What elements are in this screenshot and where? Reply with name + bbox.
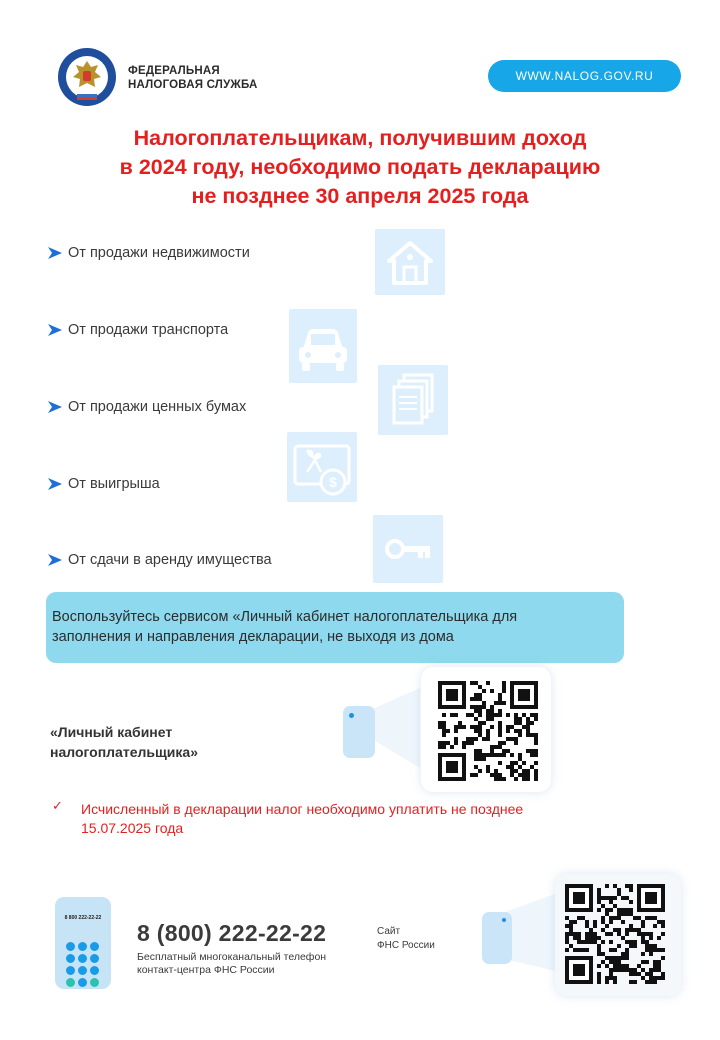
lk-label-line1: «Личный кабинет [50,724,173,740]
org-name-line2: НАЛОГОВАЯ СЛУЖБА [128,79,258,91]
lk-label-line2: налогоплательщика» [50,744,198,760]
qr-code-icon [555,874,681,996]
phone-screen-number: 8 800 222-22-22 [64,915,102,921]
org-name [128,64,258,92]
site-link-button[interactable]: WWW.NALOG.GOV.RU [488,60,681,92]
banner-line1: Воспользуйтесь сервисом «Личный кабинет налогоплательщика для [52,609,518,625]
qr-code-fns-site[interactable] [555,874,681,996]
smartphone-icon [343,706,375,758]
arrow-bullet-icon [48,247,62,259]
key-icon [373,515,443,583]
service-banner [46,592,624,663]
org-name-line1: ФЕДЕРАЛЬНАЯ [128,65,220,77]
list-item-label: От продажи транспорта [68,322,229,338]
site-label-line2: ФНС России [377,940,435,951]
qr-code-lk[interactable] [421,667,551,792]
list-item-real-estate [48,243,250,263]
note-line2: 15.07.2025 года [81,820,184,836]
list-item-rent [48,550,272,570]
list-item-securities [48,397,246,417]
checkmark-icon: ✓ [52,798,63,813]
house-icon [375,229,445,295]
note-line1: Исчисленный в декларации налог необходимо уплатить не позднее [81,801,524,817]
list-item-transport [48,320,228,340]
smartphone-icon [482,912,512,964]
phone-icon [55,897,111,989]
page-title [60,124,660,211]
arrow-bullet-icon [48,324,62,336]
car-icon [289,309,357,383]
hotline-description [137,951,326,977]
banner-line2: заполнения и направления декларации, не выходя из дома [52,629,454,645]
site-label-line1: Сайт [377,926,401,937]
list-item-label: От продажи ценных бумах [68,399,247,415]
lk-service-label [50,722,198,762]
hotline-desc-line1: Бесплатный многоканальный телефон [137,951,327,963]
site-label [377,925,435,953]
hotline-number[interactable]: 8 (800) 222-22-22 [137,920,327,946]
arrow-bullet-icon [48,554,62,566]
headline-line1: Налогоплательщикам, получившим доход [133,126,587,150]
arrow-bullet-icon [48,478,62,490]
qr-code-icon [421,667,551,792]
documents-icon [378,365,448,435]
headline-line3: не позднее 30 апреля 2025 года [191,184,529,208]
list-item-label: От сдачи в аренду имущества [68,552,272,568]
fns-logo [57,47,117,107]
hotline-desc-line2: контакт-центра ФНС России [137,964,275,976]
list-item-label: От продажи недвижимости [68,245,250,261]
arrow-bullet-icon [48,401,62,413]
svg-text:$: $ [329,474,337,490]
list-item-label: От выигрыша [68,476,160,492]
headline-line2: в 2024 году, необходимо подать декларацию [119,155,601,179]
list-item-winnings [48,474,160,494]
gift-certificate-icon [287,432,357,502]
payment-deadline-note [81,800,641,838]
